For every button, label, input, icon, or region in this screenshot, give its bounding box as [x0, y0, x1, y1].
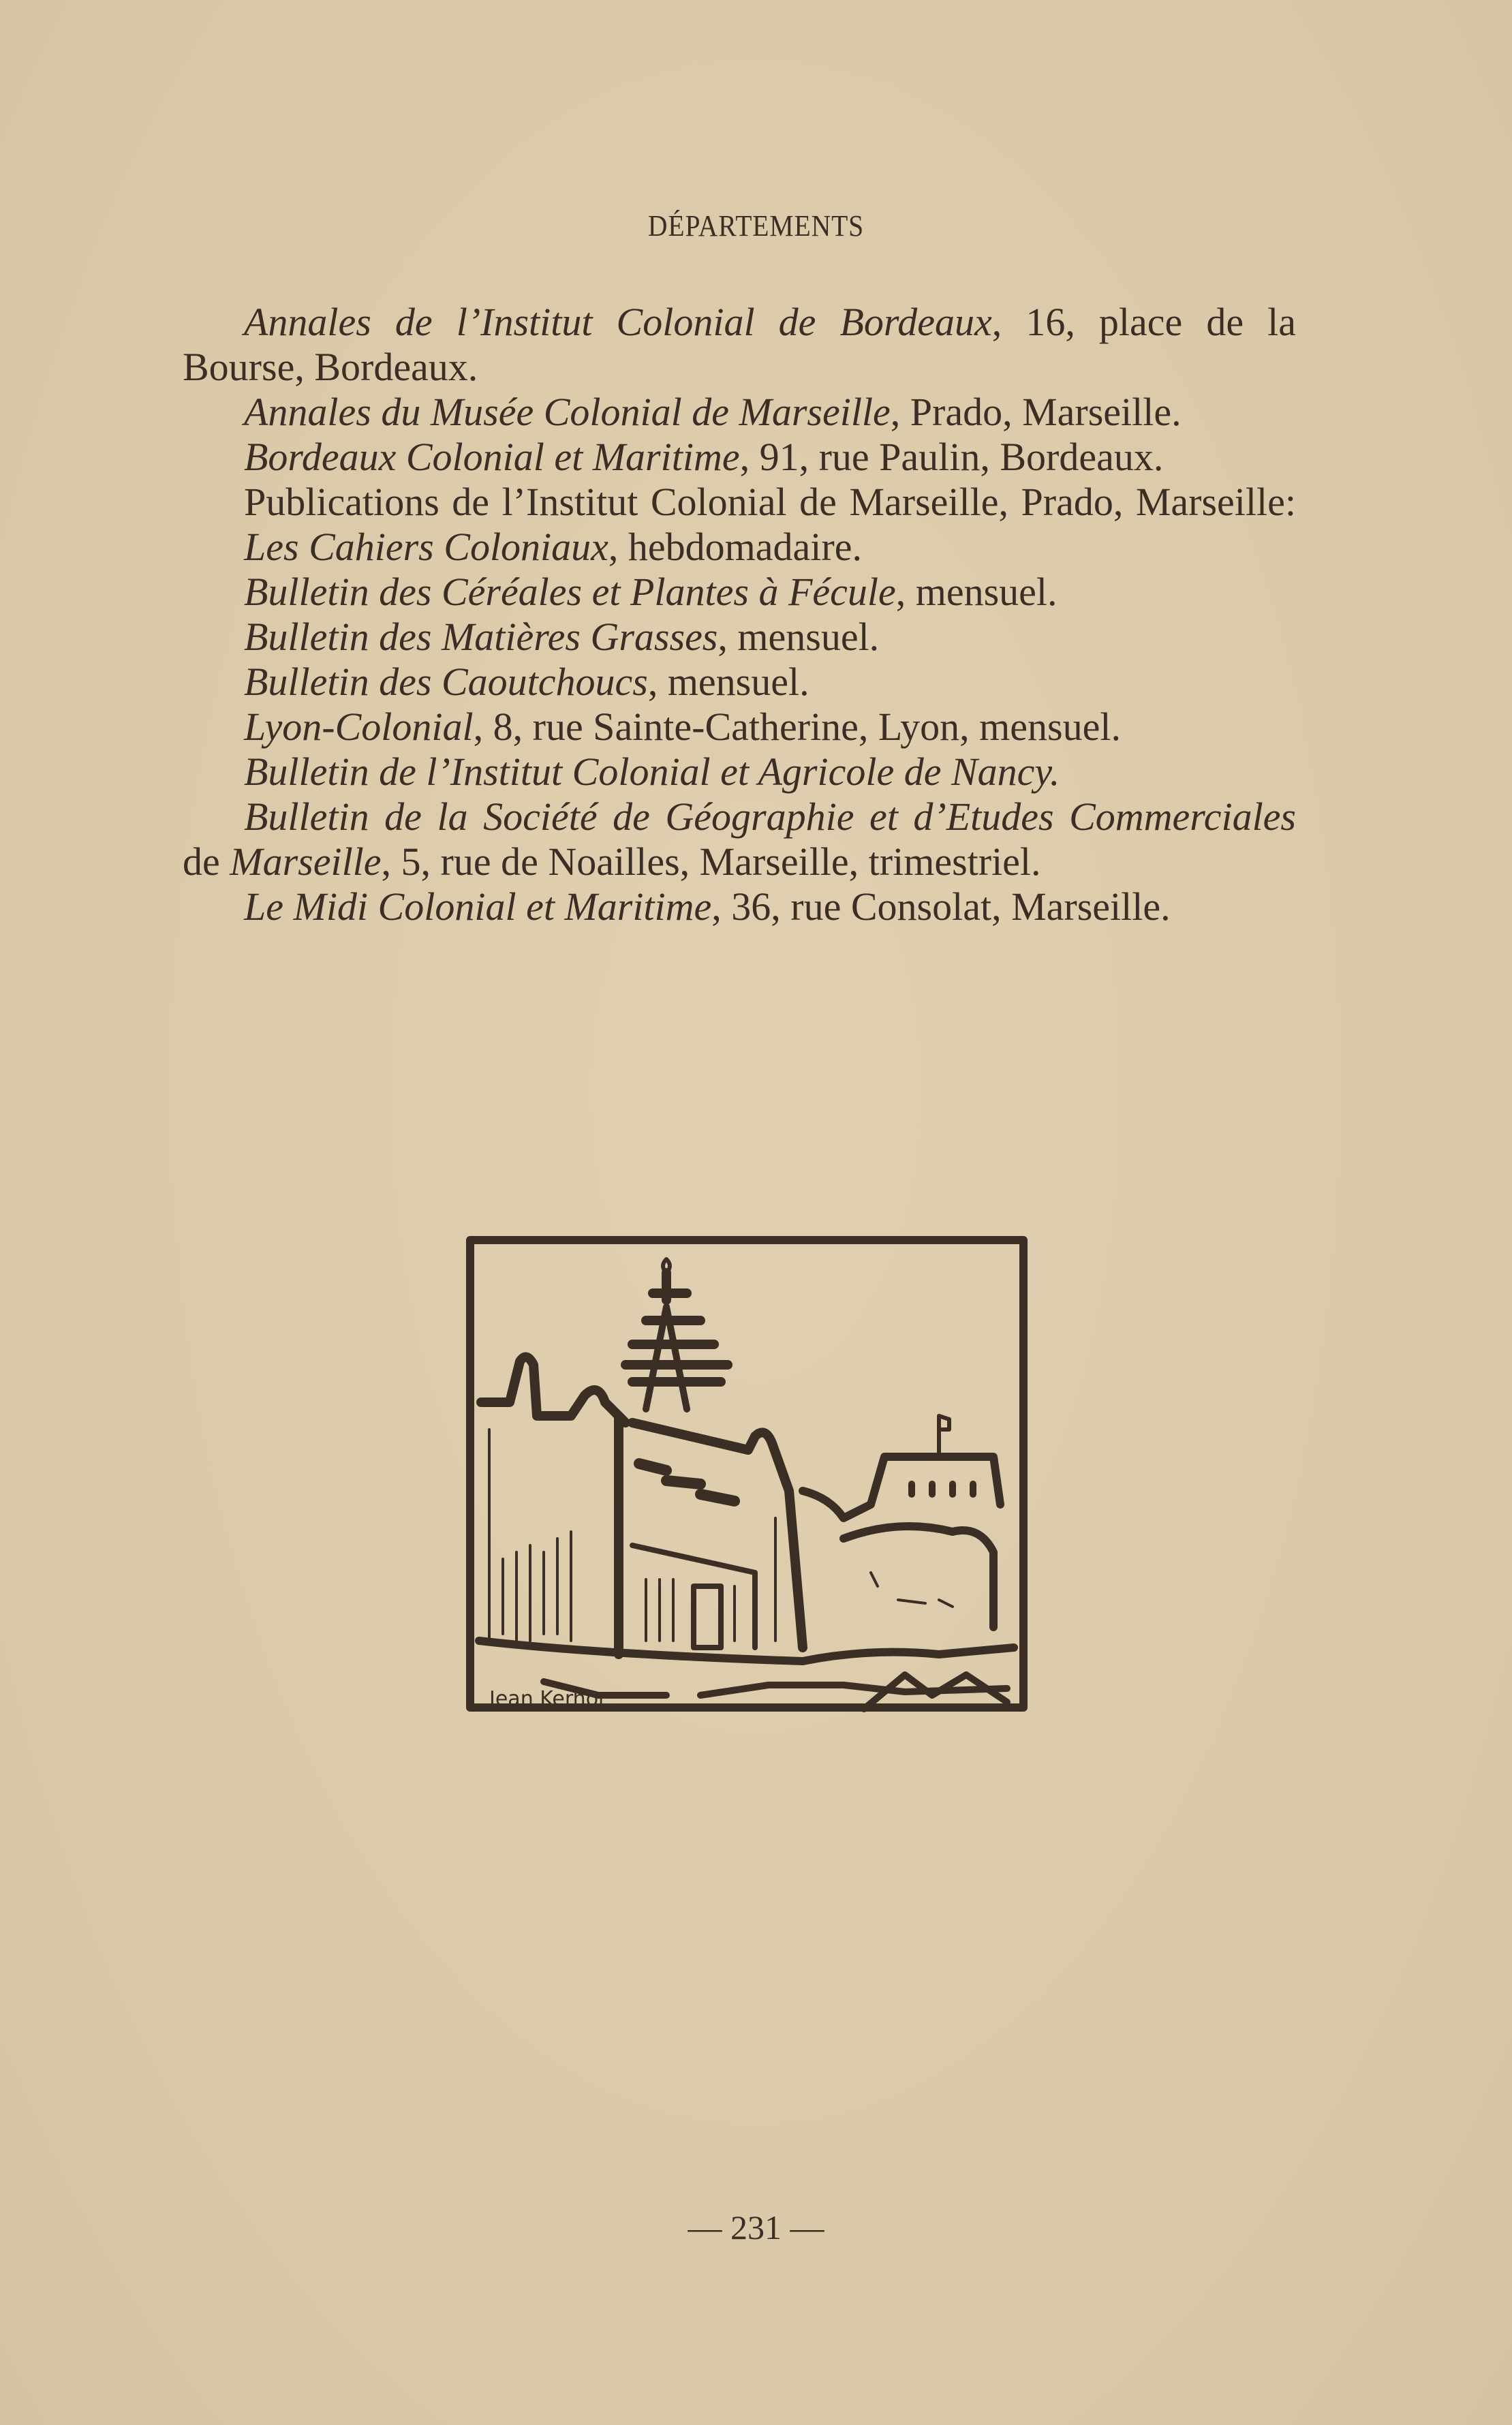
- publication-line: [244, 705, 1121, 750]
- publication-line: [244, 750, 1060, 794]
- publication-line: [244, 390, 1182, 435]
- publication-details: , 8, rue Sainte-Catherine, Lyon, mensuel.: [473, 705, 1121, 749]
- publication-line: [244, 570, 1058, 615]
- illustration-signature: Jean Kerhor: [489, 1687, 607, 1711]
- publication-title: Bulletin des Céréales et Plantes à Fécule: [244, 570, 896, 614]
- publication-details: , mensuel.: [718, 615, 880, 659]
- publication-line: [244, 525, 862, 570]
- publication-line: [183, 839, 1041, 884]
- publication-title: Bulletin de l’Institut Colonial et Agricole de Nancy.: [244, 750, 1060, 794]
- publication-title: Bulletin de la Société de Géographie et d’Etudes Commerciales: [244, 794, 1296, 839]
- publication-details: , 5, rue de Noailles, Marseille, trimestriel.: [381, 839, 1041, 884]
- publication-line: [244, 300, 1296, 345]
- publication-line: [244, 884, 1171, 929]
- publication-details: , 91, rue Paulin, Bordeaux.: [739, 435, 1164, 479]
- publication-details: , 16, place de la: [991, 300, 1296, 344]
- publication-details: Publications de l’Institut Colonial de Marseille, Prado, Marseille:: [244, 480, 1296, 524]
- publication-details: Bourse, Bordeaux.: [183, 345, 478, 389]
- publication-line: [244, 435, 1163, 480]
- woodcut-illustration: [462, 1232, 1032, 1716]
- publication-title: Bulletin des Matières Grasses: [244, 615, 718, 659]
- publication-details: , hebdomadaire.: [608, 525, 862, 569]
- publication-line: [244, 615, 879, 660]
- illustration-frame: [470, 1240, 1023, 1708]
- publication-title: Bulletin des Caoutchoucs: [244, 660, 648, 704]
- page-title: DÉPARTEMENTS: [647, 209, 865, 243]
- publication-details: , 36, rue Consolat, Marseille.: [711, 884, 1171, 929]
- publication-title: Annales du Musée Colonial de Marseille: [244, 390, 891, 434]
- publication-details: , mensuel.: [895, 570, 1058, 614]
- publication-title: Le Midi Colonial et Maritime: [244, 884, 712, 929]
- publication-details: , Prado, Marseille.: [890, 390, 1182, 434]
- publication-details: , mensuel.: [647, 660, 809, 704]
- publication-title: Lyon-Colonial: [244, 705, 474, 749]
- publication-line: [244, 794, 1296, 839]
- publication-title: Les Cahiers Coloniaux: [244, 525, 608, 569]
- publication-line: [183, 345, 478, 390]
- publication-title: Bordeaux Colonial et Maritime: [244, 435, 740, 479]
- publication-line: [244, 660, 809, 705]
- publication-line: [244, 480, 1296, 525]
- publication-details: de: [183, 839, 230, 884]
- publication-title: Annales de l’Institut Colonial de Bordeaux: [244, 300, 992, 344]
- publication-title: Marseille: [230, 839, 382, 884]
- page-number: — 231 —: [688, 2208, 824, 2246]
